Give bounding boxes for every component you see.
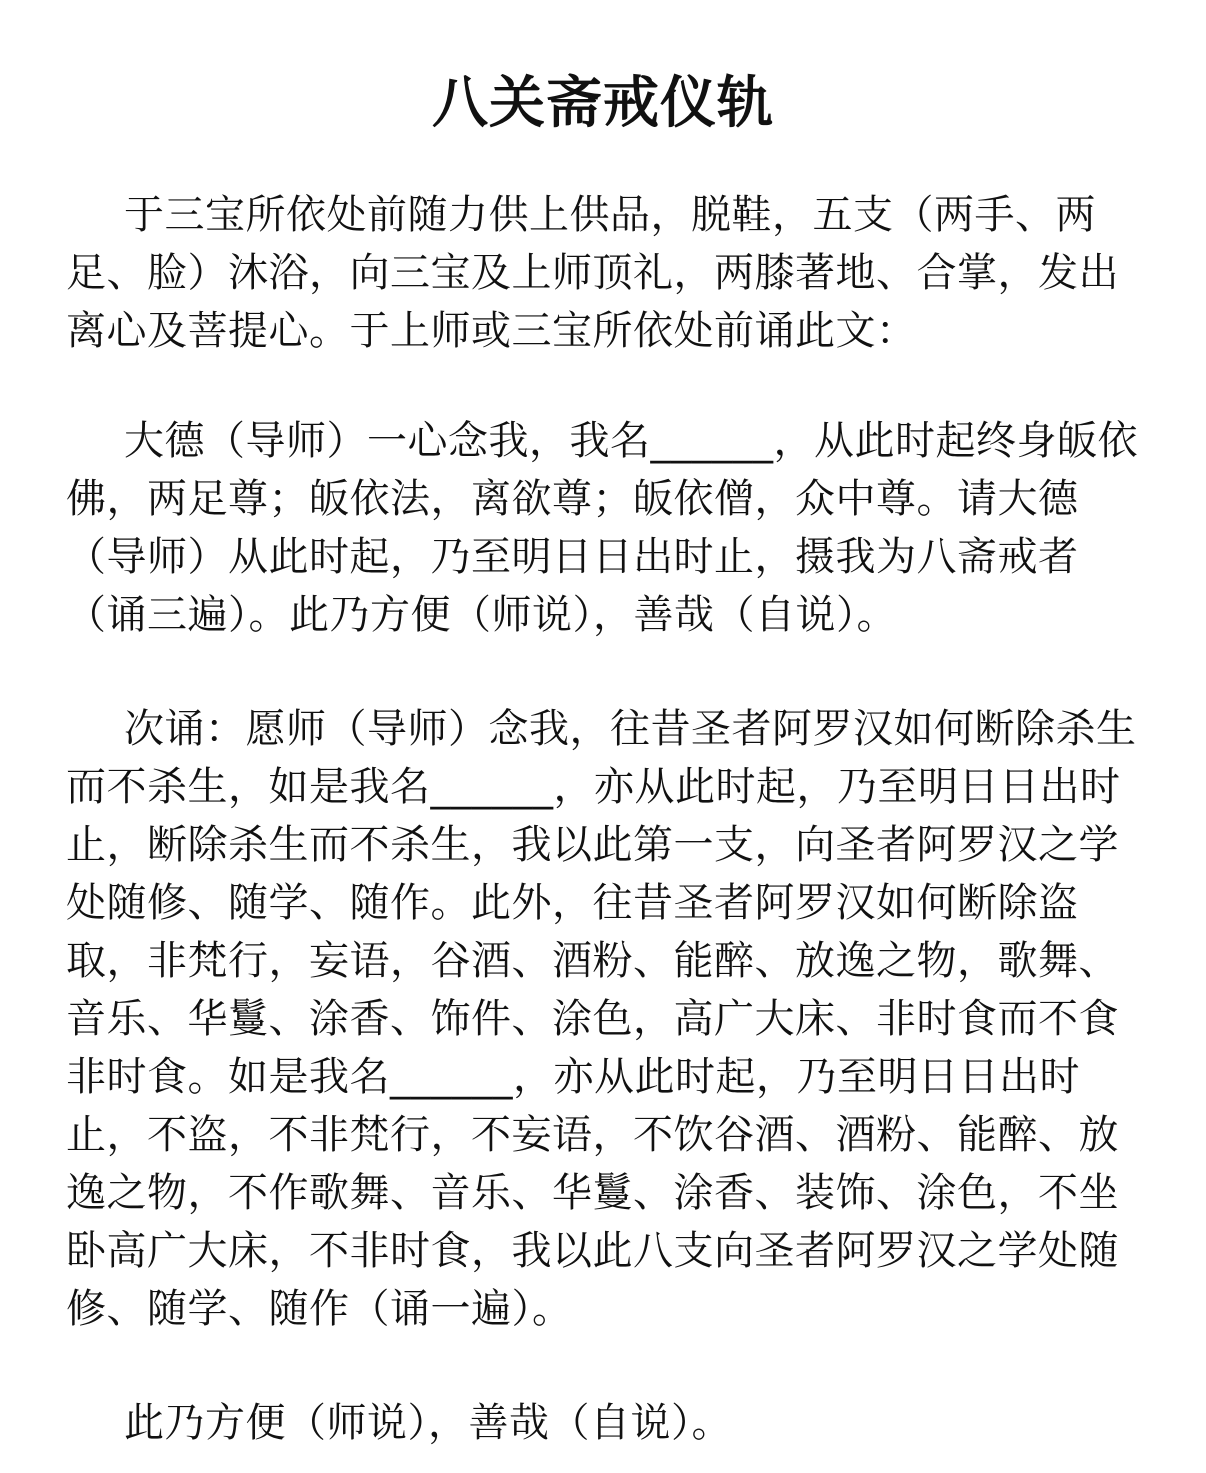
paragraph-closing: 此乃方便（师说），善哉（自说）。 [124, 1400, 732, 1446]
paragraph-refuge-request: 大德（导师）一心念我，我名______，从此时起终身皈依佛，两足尊；皈依法，离欲尊；皈依僧，众中尊。请大德（导师）从此时起，乃至明日日出时止，摄我为八斋戒者（诵三遍）。此乃方便（师说），善哉（自说）。 [66, 418, 1138, 638]
paragraph-preparation: 于三宝所依处前随力供上供品，脱鞋，五支（两手、两足、脸）沐浴，向三宝及上师顶礼，两膝著地、合掌，发出离心及菩提心。于上师或三宝所依处前诵此文： [66, 192, 1119, 354]
document-title: 八关斋戒仪轨 [432, 70, 774, 136]
paragraph-eight-precepts: 次诵：愿师（导师）念我，往昔圣者阿罗汉如何断除杀生而不杀生，如是我名______，亦从此时起，乃至明日日出时止，断除杀生而不杀生，我以此第一支，向圣者阿罗汉之学处随修、随学、随作。此外，往昔圣者阿罗汉如何断除盗取，非梵行，妄语，谷酒、酒粉、能醉、放逸之物，歌舞、音乐、华鬘、涂香、饰件、涂色，高广大床、非时食而不食非时食。如是我名______，亦从此时起，乃至明日日出时止，不盗，不非梵行，不妄语，不饮谷酒、酒粉、能醉、放逸之物，不作歌舞、音乐、华鬘、涂香、装饰、涂色，不坐卧高广大床，不非时食，我以此八支向圣者阿罗汉之学处随修、随学、随作（诵一遍）。 [66, 706, 1137, 1332]
